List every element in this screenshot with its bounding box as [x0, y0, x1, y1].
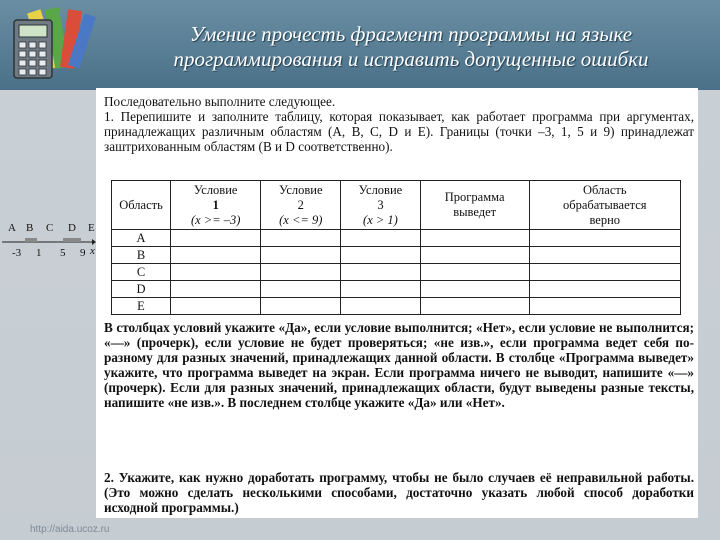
row-area-b: B	[112, 247, 171, 264]
cell	[341, 298, 421, 315]
task-content	[96, 88, 698, 518]
row-area-a: A	[112, 230, 171, 247]
axis-tick-5: 5	[60, 247, 66, 259]
cell	[261, 247, 341, 264]
cell	[529, 247, 680, 264]
row-area-c: C	[112, 264, 171, 281]
table-row	[112, 230, 681, 247]
cell	[261, 281, 341, 298]
title-line-2: программирования и исправить допущенные ошибки	[173, 47, 649, 71]
cell	[341, 230, 421, 247]
cell	[341, 264, 421, 281]
row-area-e: E	[112, 298, 171, 315]
cell	[171, 230, 261, 247]
shaded-region-d	[63, 238, 81, 242]
cell	[261, 230, 341, 247]
cell	[261, 264, 341, 281]
cell	[529, 230, 680, 247]
task1-text: Последовательно выполните следующее. 1. Перепишите и заполните таблицу, которая показывает, как работает программа при аргументах, принадлежащих различным областям (A, B, C, D и E). Границы (точки –3, 1, 5 и 9) принадлежат заштрихованным областям (B и D соответственно).	[104, 94, 694, 154]
number-line	[0, 210, 96, 270]
task2-text: 2. Укажите, как нужно доработать программу, чтобы не было случаев её неправильной работы. (Это можно сделать несколькими способами, достаточно указать любой способ доработки исходной программы.)	[104, 470, 694, 515]
cell	[171, 298, 261, 315]
axis-letter-a: A	[8, 222, 16, 234]
axis-tick-1: 1	[36, 247, 42, 259]
cell	[420, 264, 529, 281]
axis-letter-e: E	[88, 222, 95, 234]
header-condition-2: Условие 2 (x <= 9)	[261, 181, 341, 230]
header-program-output: Программа выведет	[420, 181, 529, 230]
cell	[171, 281, 261, 298]
slide-title	[108, 22, 714, 72]
shaded-region-b	[25, 238, 37, 242]
header-area-correct: Область обрабатывается верно	[529, 181, 680, 230]
header-condition-1: Условие 1 (x >= –3)	[171, 181, 261, 230]
cell	[529, 298, 680, 315]
axis-letter-c: C	[46, 222, 54, 234]
cell	[341, 247, 421, 264]
cell	[420, 281, 529, 298]
slide-header	[0, 0, 720, 88]
table-row	[112, 264, 681, 281]
axis-letter-d: D	[68, 222, 76, 234]
row-area-d: D	[112, 281, 171, 298]
axis-letter-b: B	[26, 222, 34, 234]
cell	[341, 281, 421, 298]
instructions-text: В столбцах условий укажите «Да», если условие выполнится; «Нет», если условие не выполнится; «—» (прочерк), если условие не будет проверяться; «не изв.», если программа ведет себя по-разному для разных значений, принадлежащих данной области. В столбце «Программа выведет» укажите, что программа выведет на экран. Если программа ничего не выводит, напишите «—» (прочерк). Если для разных значений, принадлежащих области, будут выведены разные тексты, напишите «не изв.». В последнем столбце укажите «Да» или «Нет».	[104, 320, 694, 410]
header-condition-3: Условие 3 (x > 1)	[341, 181, 421, 230]
cell	[261, 298, 341, 315]
cell	[420, 298, 529, 315]
table-row	[112, 281, 681, 298]
cell	[171, 264, 261, 281]
title-line-1: Умение прочесть фрагмент программы на языке	[189, 22, 633, 46]
answer-table	[111, 180, 681, 315]
cell	[529, 281, 680, 298]
calculator-books-icon	[6, 6, 98, 86]
table-row	[112, 247, 681, 264]
axis-tick-minus3: -3	[12, 247, 22, 259]
axis-tick-9: 9	[80, 247, 86, 259]
axis-x-label: x	[90, 245, 95, 257]
cell	[420, 247, 529, 264]
header-area: Область	[112, 181, 171, 230]
footer-url[interactable]: http://aida.ucoz.ru	[30, 524, 110, 535]
cell	[529, 264, 680, 281]
cell	[420, 230, 529, 247]
table-row	[112, 298, 681, 315]
cell	[171, 247, 261, 264]
